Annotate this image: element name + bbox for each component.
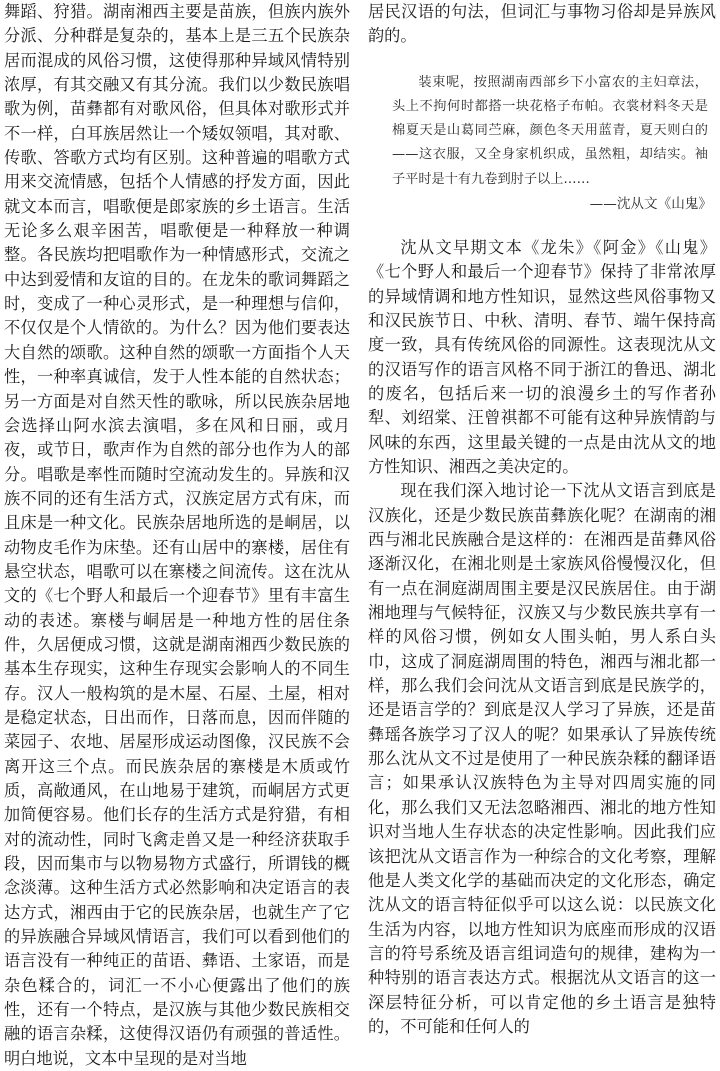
body-paragraph: 沈从文早期文本《龙朱》《阿金》《山鬼》《七个野人和最后一个迎春节》保持了非常浓厚的异域情调和地方性知识，显然这些风俗事物又和汉民族节日、中秋、清明、春节、端午保持高度一致，具有传统风俗的同源性。这表现沈从文的汉语写作的语言风格不同于浙江的鲁迅、湖北的废名，包括后来一切的浪漫乡土的写作者孙犁、刘绍棠、汪曾祺都不可能有这种异族情韵与风味的东西，这里最关键的一点是由沈从文的地方性知识、湘西之美决定的。 [368,237,716,476]
quote-text: 装束呢，按照湖南西部乡下小富农的主妇章法，头上不拘何时都搭一块花格子布帕。衣裳材料冬天是棉夏天是山葛同苎麻，颜色冬天用蓝青，夏天则白的——这衣服，又全身家机织成，虽然粗，却结实。袖子平时是十有九卷到肘子以上…… [392,74,708,187]
body-paragraph: 现在我们深入地讨论一下沈从文语言到底是汉族化，还是少数民族苗彝族化呢？在湖南的湘西与湘北民族融合是这样的：在湘西是苗彝风俗逐渐汉化，在湘北则是土家族风俗慢慢汉化，但有一点在洞庭湖周围主要是汉民族居住。由于湖湘地理与气候特征，汉族又与少数民族共享有一样的风俗习惯，例如女人围头帕，男人系白头巾，这成了洞庭湖周围的特色，湘西与湘北都一样，那么我们会问沈从文语言到底是民族学的，还是语言学的？到底是汉人学习了异族，还是苗彝瑶各族学习了汉人的呢？如果承认了异族传统那么沈从文不过是使用了一种民族杂糅的翻译语言；如果承认汉族特色为主导对四周实施的同化，那么我们又无法忽略湘西、湘北的地方性知识对当地人生存状态的决定性影响。因此我们应该把沈从文语言作为一种综合的文化考察，理解他是人类文化学的基础而决定的文化形态，确定沈从文的语言特征似乎可以这么说：以民族文化生活为内容，以地方性知识为底座而形成的汉语言的符号系统及语言组词造句的规律，建构为一种特别的语言表达方式。根据沈从文语言的这一深层特征分析，可以肯定他的乡土语言是独特的，不可能和任何人的 [368,481,716,1036]
block-quote [368,71,716,216]
body-paragraph: 舞蹈、狩猎。湖南湘西主要是苗族，但族内族外分派、分种群是复杂的，基本上是三五个民族杂居而混成的风俗习惯，这使得那种异域风情特别浓厚，有其交融又有其分流。我们以少数民族唱歌为例，苗彝都有对歌风俗，但具体对歌形式并不一样，白耳族居然让一个矮奴领唱，其对歌、传歌、答歌方式均有区别。这种普遍的唱歌方式用来交流情感，包括个人情感的抒发方面，因此就文本而言，唱歌便是郎家族的乡土语言。生活无论多么艰辛困苦，唱歌便是一种释放一种调整。各民族均把唱歌作为一种情感形式，交流之中达到爱情和友谊的目的。在龙朱的歌词舞蹈之时，变成了一种心灵形式，是一种理想与信仰，不仅仅是个人情欲的。为什么？因为他们要表达大自然的颂歌。这种自然的颂歌一方面指个人天性，一种率真诚信，发于人性本能的自然状态；另一方面是对自然天性的歌咏，所以民族杂居地会选择山阿水滨去演唱，多在风和日丽，或月夜，或节日，歌声作为自然的部分也作为人的部分。唱歌是率性而随时空流动发生的。异族和汉族不同的还有生活方式，汉族定居方式有床，而且床是一种文化。民族杂居地所选的是峒居，以动物皮毛作为床垫。还有山居中的寨楼，居住有悬空状态，唱歌可以在寨楼之间流传。这在沈从文的《七个野人和最后一个迎春节》里有丰富生动的表述。寨楼与峒居是一种地方性的居住条件，久居便成习惯，这就是湖南湘西少数民族的基本生存现实，这种生存现实会影响人的不同生存。汉人一般构筑的是木屋、石屋、土屋，相对是稳定状态，日出而作，日落而息，因而伴随的菜园子、农地、居屋形成运动图像，汉民族不会离开这三个点。而民族杂居的寨楼是木质或竹质，高敞通风，在山地易于建筑，而峒居方式更加简便容易。他们长存的生活方式是狩猎，有相对的流动性，同时飞禽走兽又是一种经济获取手段，因而集市与以物易物方式盛行，所谓钱的概念淡薄。这种生活方式必然影响和决定语言的表达方式，湘西由于它的民族杂居，也就生产了它的异族融合异域风情语言，我们可以看到他们的语言没有一种纯正的苗语、彝语、土家语，而是杂色糅合的，词汇一不小心便露出了他们的族性，还有一个特点，是汉族与其他少数民族相交融的语言杂糅，这使得汉语仍有顽强的普适性。明白地说，文本中呈现的是对当地 [4,2,350,1068]
right-column [368,0,716,1039]
left-column [4,0,350,1071]
quote-source: ——沈从文《山鬼》 [589,195,712,212]
continued-paragraph: 居民汉语的句法，但词汇与事物习俗却是异族风韵的。 [368,2,716,46]
